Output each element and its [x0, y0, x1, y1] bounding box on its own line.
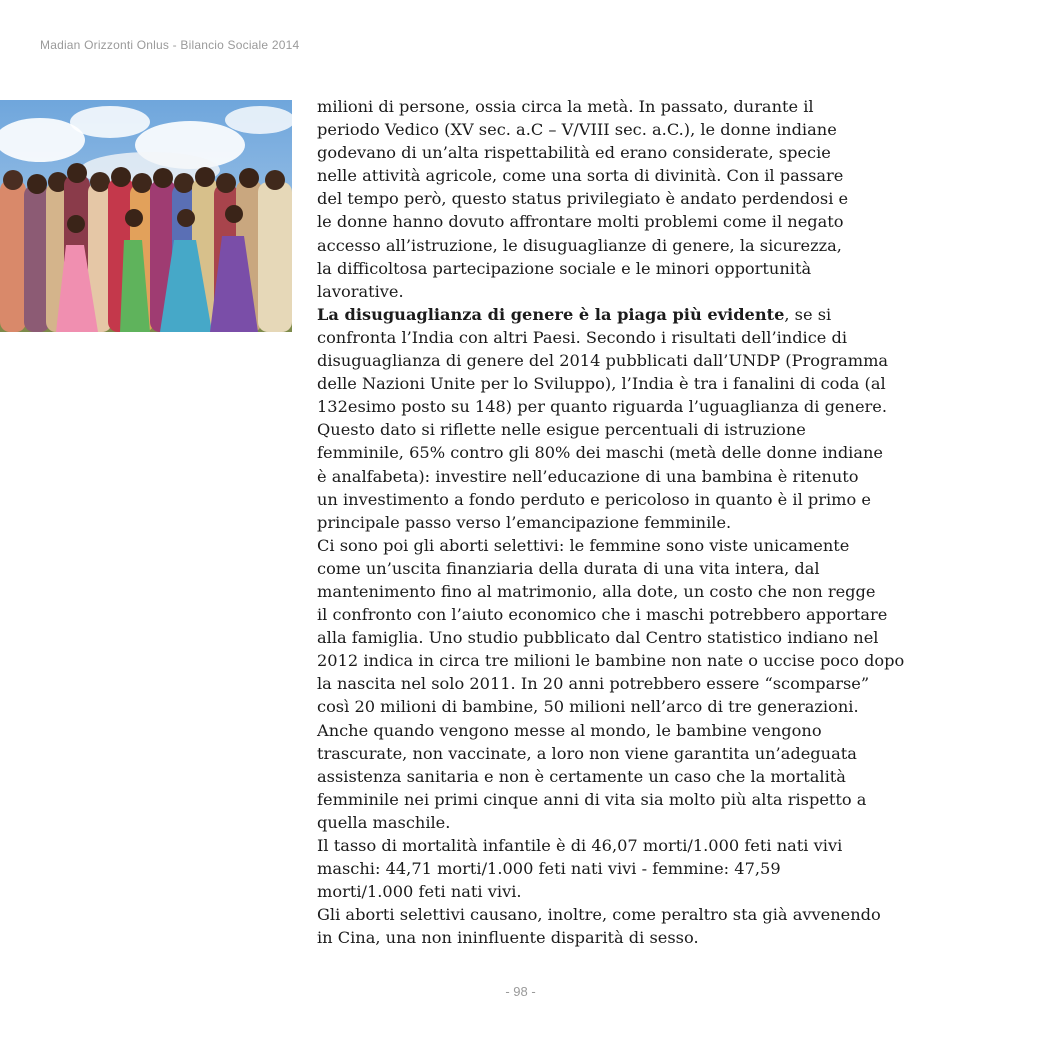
- text-line: lavorative.: [317, 281, 404, 301]
- text-line: periodo Vedico (XV sec. a.C – V/VIII sec. a.C.), le donne indiane: [317, 120, 837, 140]
- text-line: è analfabeta): investire nell’educazione di una bambina è ritenuto: [317, 466, 859, 486]
- text-line: così 20 milioni di bambine, 50 milioni nell’arco di tre generazioni.: [317, 697, 859, 717]
- text-line: Gli aborti selettivi causano, inoltre, come peraltro sta già avvenendo: [317, 905, 881, 925]
- text-line: il confronto con l’aiuto economico che i maschi potrebbero apportare: [317, 605, 888, 625]
- text-line: maschi: 44,71 morti/1.000 feti nati vivi - femmine: 47,59: [317, 859, 781, 879]
- text-line: la nascita nel solo 2011. In 20 anni potrebbero essere “scomparse”: [317, 674, 870, 694]
- text-line-with-emphasis: [317, 303, 949, 326]
- text-line: confronta l’India con altri Paesi. Secondo i risultati dell’indice di: [317, 327, 848, 347]
- text-line: femminile, 65% contro gli 80% dei maschi (metà delle donne indiane: [317, 443, 884, 463]
- text-line: Il tasso di mortalità infantile è di 46,07 morti/1.000 feti nati vivi: [317, 836, 843, 855]
- text-line: morti/1.000 feti nati vivi.: [317, 882, 522, 902]
- text-line: femminile nei primi cinque anni di vita sia molto più alta rispetto a: [317, 789, 867, 809]
- text-line: Anche quando vengono messe al mondo, le bambine vengono: [317, 720, 822, 740]
- text-line: mantenimento fino al matrimonio, alla dote, un costo che non regge: [317, 581, 876, 601]
- text-line: principale passo verso l’emancipazione femminile.: [317, 512, 732, 532]
- text-line: trascurate, non vaccinate, a loro non viene garantita un’adeguata: [317, 743, 857, 763]
- text-line: Questo dato si riflette nelle esigue percentuali di istruzione: [317, 420, 806, 440]
- running-header: Madian Orizzonti Onlus - Bilancio Sociale 2014: [40, 38, 300, 52]
- group-photo: [0, 100, 292, 332]
- text-line: delle Nazioni Unite per lo Sviluppo), l’India è tra i fanalini di coda (al: [317, 374, 886, 394]
- text-line: in Cina, una non ininfluente disparità di sesso.: [317, 928, 699, 948]
- text-line: quella maschile.: [317, 812, 451, 832]
- page-number: - 98 -: [505, 984, 536, 999]
- text-line: milioni di persone, ossia circa la metà. In passato, durante il: [317, 97, 814, 116]
- text-line: le donne hanno dovuto affrontare molti problemi come il negato: [317, 212, 844, 232]
- text-line: la difficoltosa partecipazione sociale e le minori opportunità: [317, 258, 812, 278]
- text-line: disuguaglianza di genere del 2014 pubblicati dall’UNDP (Programma: [317, 351, 889, 371]
- text-line: 2012 indica in circa tre milioni le bambine non nate o uccise poco dopo: [317, 651, 905, 671]
- text-line: nelle attività agricole, come una sorta di divinità. Con il passare: [317, 166, 844, 186]
- text-line: assistenza sanitaria e non è certamente un caso che la mortalità: [317, 766, 846, 786]
- text-line-rest: , se si: [784, 304, 832, 324]
- text-line: 132esimo posto su 148) per quanto riguarda l’uguaglianza di genere.: [317, 397, 887, 417]
- body-text: [317, 95, 949, 949]
- text-line: accesso all’istruzione, le disuguaglianze di genere, la sicurezza,: [317, 235, 842, 255]
- text-line: godevano di un’alta rispettabilità ed erano considerate, specie: [317, 143, 831, 163]
- text-line: alla famiglia. Uno studio pubblicato dal Centro statistico indiano nel: [317, 628, 879, 648]
- text-line: come un’uscita finanziaria della durata di una vita intera, dal: [317, 558, 820, 578]
- bold-emphasis: La disuguaglianza di genere è la piaga più evidente: [317, 304, 785, 324]
- text-line: un investimento a fondo perduto e pericoloso in quanto è il primo e: [317, 489, 871, 509]
- text-line: Ci sono poi gli aborti selettivi: le femmine sono viste unicamente: [317, 535, 850, 555]
- text-line: del tempo però, questo status privilegiato è andato perdendosi e: [317, 189, 849, 209]
